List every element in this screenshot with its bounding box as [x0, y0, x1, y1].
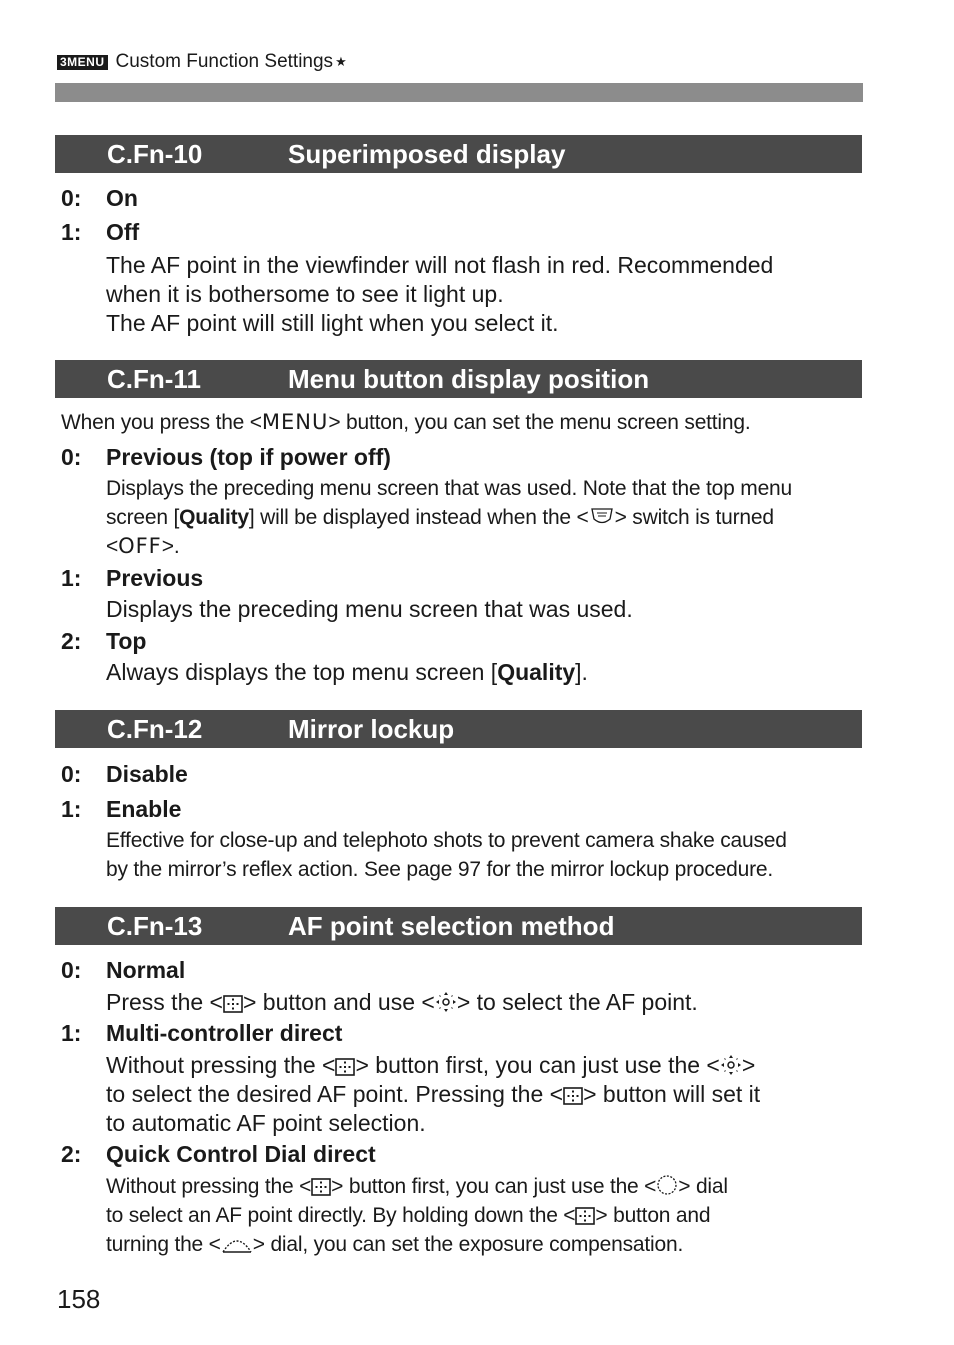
- af-point-button-icon: [335, 1058, 355, 1076]
- option-number: 0:: [61, 444, 82, 470]
- option-number: 1:: [61, 1020, 82, 1046]
- option-label: On: [106, 185, 138, 211]
- af-point-button-icon: [563, 1087, 583, 1105]
- option-label: Normal: [106, 957, 186, 983]
- section-bar-cfn10: [55, 135, 862, 173]
- af-point-button-icon: [575, 1207, 595, 1225]
- section-title: Mirror lockup: [288, 714, 455, 744]
- multi-controller-icon: [435, 991, 457, 1013]
- option-label: Enable: [106, 796, 182, 822]
- power-switch-icon: [589, 505, 615, 527]
- header-title: Custom Function Settings: [115, 51, 334, 72]
- option-label: Previous (top if power off): [106, 444, 391, 470]
- option-label: Top: [106, 628, 147, 654]
- option-description: Displays the preceding menu screen that was used. Note that the top menu screen [Quality] will be displayed instead when the < > switch is turned <OFF>.: [106, 477, 793, 558]
- option-number: 1:: [61, 219, 82, 245]
- section-code: C.Fn-10: [107, 139, 203, 169]
- option-number: 2:: [61, 628, 82, 654]
- option-description: Without pressing the < > button first, you can just use the < > dial to select an AF point directly. By holding down the < > button and turning the < > dial, you can set the exposure compensation.: [106, 1175, 728, 1256]
- menu-button-icon: MENU: [261, 410, 329, 434]
- section-title: Superimposed display: [288, 139, 566, 169]
- running-header: [57, 48, 347, 76]
- option-label: Multi-controller direct: [106, 1020, 343, 1046]
- section-code: C.Fn-12: [107, 714, 203, 744]
- section-code: C.Fn-13: [107, 911, 203, 941]
- off-position-icon: OFF: [118, 534, 162, 558]
- menu-badge-icon: 3MENU: [57, 55, 108, 70]
- section-bar-cfn13: [55, 907, 862, 945]
- section-bar-cfn12: [55, 710, 862, 748]
- option-description: Always displays the top menu screen [Quality].: [106, 659, 588, 685]
- option-description: The AF point in the viewfinder will not flash in red. Recommended when it is bothersome to see it light up. The AF point will still light when you select it.: [106, 252, 774, 336]
- section-title: Menu button display position: [288, 364, 650, 394]
- header-rule: [55, 83, 863, 102]
- section-title: AF point selection method: [288, 911, 615, 941]
- section-code: C.Fn-11: [107, 364, 201, 394]
- option-description: Without pressing the < > button first, you can just use the < > to select the desired AF point. Pressing the < > button will set it to automatic AF point selection.: [106, 1052, 761, 1136]
- option-label: Previous: [106, 565, 204, 591]
- option-description: Press the < > button and use < > to select the AF point.: [106, 989, 698, 1015]
- page-number: 158: [57, 1284, 101, 1314]
- option-number: 0:: [61, 761, 82, 787]
- option-number: 0:: [61, 185, 82, 211]
- section-bar-cfn11: [55, 360, 862, 398]
- option-label: Disable: [106, 761, 188, 787]
- main-dial-icon: [221, 1230, 253, 1254]
- option-number: 2:: [61, 1141, 82, 1167]
- multi-controller-icon: [720, 1054, 742, 1076]
- option-number: 0:: [61, 957, 82, 983]
- option-description: Effective for close-up and telephoto shots to prevent camera shake caused by the mirror’s reflex action. See page 97 for the mirror lockup procedure.: [106, 829, 787, 881]
- section-intro: When you press the <MENU> button, you can set the menu screen setting.: [61, 410, 751, 434]
- af-point-button-icon: [223, 995, 243, 1013]
- star-icon: ★: [335, 54, 347, 69]
- option-label: Off: [106, 219, 140, 245]
- option-number: 1:: [61, 796, 82, 822]
- option-number: 1:: [61, 565, 82, 591]
- af-point-button-icon: [311, 1178, 331, 1196]
- option-description: Displays the preceding menu screen that was used.: [106, 596, 633, 622]
- option-label: Quick Control Dial direct: [106, 1141, 376, 1167]
- quick-control-dial-icon: [656, 1174, 678, 1196]
